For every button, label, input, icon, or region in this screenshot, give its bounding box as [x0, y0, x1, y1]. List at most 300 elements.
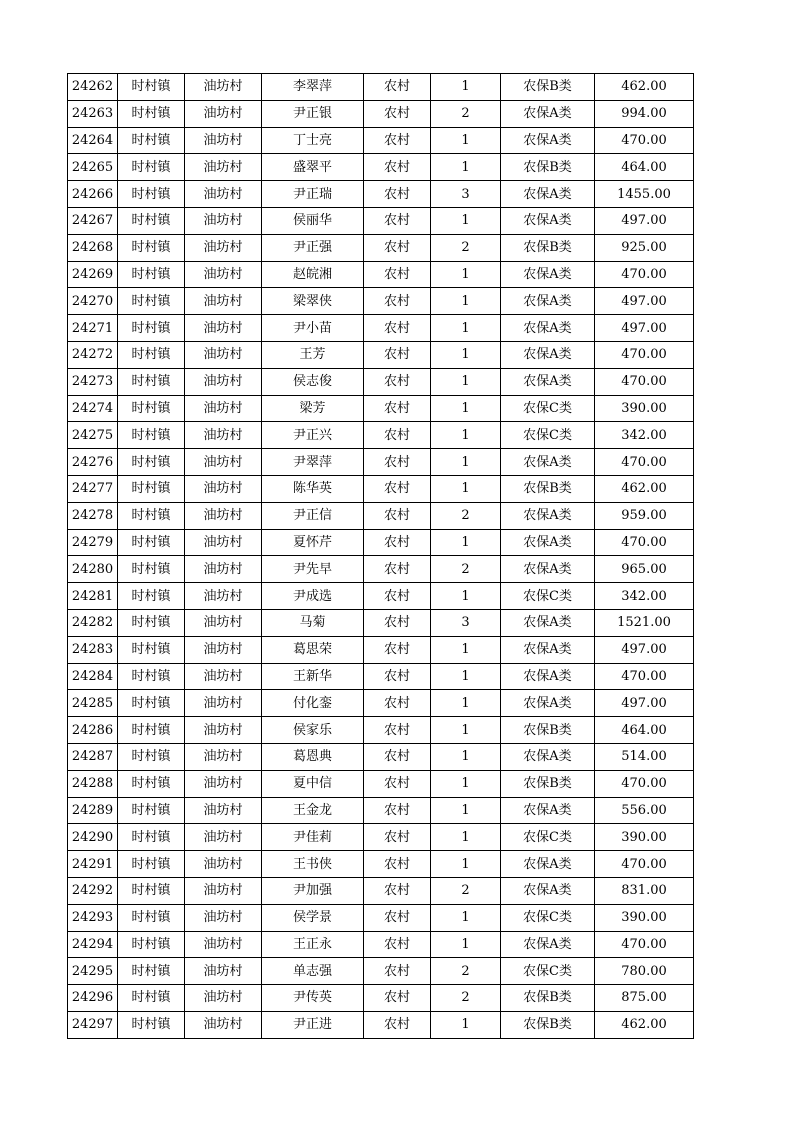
cell-area-type: 农村 — [364, 288, 431, 315]
cell-household-count: 1 — [431, 395, 501, 422]
cell-household-count: 1 — [431, 583, 501, 610]
cell-person-name: 李翠萍 — [262, 74, 364, 101]
cell-village: 油坊村 — [185, 234, 262, 261]
cell-record-id: 24279 — [68, 529, 118, 556]
cell-town: 时村镇 — [118, 529, 185, 556]
cell-amount: 470.00 — [595, 851, 694, 878]
cell-person-name: 葛思荣 — [262, 636, 364, 663]
cell-insurance-category: 农保A类 — [501, 609, 595, 636]
table-row — [68, 449, 694, 476]
cell-household-count: 2 — [431, 877, 501, 904]
table-row — [68, 583, 694, 610]
cell-town: 时村镇 — [118, 690, 185, 717]
cell-household-count: 2 — [431, 958, 501, 985]
cell-record-id: 24282 — [68, 609, 118, 636]
cell-household-count: 1 — [431, 797, 501, 824]
cell-record-id: 24280 — [68, 556, 118, 583]
cell-insurance-category: 农保B类 — [501, 770, 595, 797]
cell-village: 油坊村 — [185, 717, 262, 744]
cell-household-count: 1 — [431, 127, 501, 154]
cell-town: 时村镇 — [118, 502, 185, 529]
cell-person-name: 尹传英 — [262, 985, 364, 1012]
cell-record-id: 24278 — [68, 502, 118, 529]
cell-insurance-category: 农保A类 — [501, 877, 595, 904]
cell-village: 油坊村 — [185, 985, 262, 1012]
cell-person-name: 侯丽华 — [262, 207, 364, 234]
cell-village: 油坊村 — [185, 422, 262, 449]
cell-insurance-category: 农保C类 — [501, 958, 595, 985]
cell-record-id: 24272 — [68, 341, 118, 368]
cell-area-type: 农村 — [364, 824, 431, 851]
cell-household-count: 1 — [431, 449, 501, 476]
table-row — [68, 234, 694, 261]
cell-household-count: 1 — [431, 1011, 501, 1038]
cell-person-name: 夏中信 — [262, 770, 364, 797]
cell-village: 油坊村 — [185, 341, 262, 368]
cell-amount: 965.00 — [595, 556, 694, 583]
cell-area-type: 农村 — [364, 851, 431, 878]
cell-town: 时村镇 — [118, 207, 185, 234]
cell-insurance-category: 农保A类 — [501, 636, 595, 663]
cell-town: 时村镇 — [118, 877, 185, 904]
cell-village: 油坊村 — [185, 502, 262, 529]
cell-insurance-category: 农保A类 — [501, 556, 595, 583]
cell-area-type: 农村 — [364, 636, 431, 663]
cell-record-id: 24270 — [68, 288, 118, 315]
cell-person-name: 王新华 — [262, 663, 364, 690]
cell-household-count: 1 — [431, 851, 501, 878]
cell-person-name: 赵皖湘 — [262, 261, 364, 288]
cell-village: 油坊村 — [185, 100, 262, 127]
cell-village: 油坊村 — [185, 797, 262, 824]
cell-village: 油坊村 — [185, 663, 262, 690]
cell-village: 油坊村 — [185, 958, 262, 985]
cell-person-name: 王正永 — [262, 931, 364, 958]
cell-record-id: 24281 — [68, 583, 118, 610]
cell-amount: 497.00 — [595, 315, 694, 342]
cell-insurance-category: 农保A类 — [501, 341, 595, 368]
table-row — [68, 475, 694, 502]
cell-area-type: 农村 — [364, 207, 431, 234]
cell-person-name: 尹小苗 — [262, 315, 364, 342]
cell-insurance-category: 农保A类 — [501, 449, 595, 476]
cell-town: 时村镇 — [118, 958, 185, 985]
cell-town: 时村镇 — [118, 797, 185, 824]
table-row — [68, 797, 694, 824]
cell-record-id: 24271 — [68, 315, 118, 342]
cell-town: 时村镇 — [118, 234, 185, 261]
cell-household-count: 2 — [431, 502, 501, 529]
cell-insurance-category: 农保B类 — [501, 154, 595, 181]
cell-amount: 497.00 — [595, 288, 694, 315]
table-row — [68, 422, 694, 449]
cell-household-count: 2 — [431, 985, 501, 1012]
data-table — [67, 73, 694, 1039]
cell-record-id: 24273 — [68, 368, 118, 395]
cell-household-count: 1 — [431, 743, 501, 770]
cell-area-type: 农村 — [364, 663, 431, 690]
cell-village: 油坊村 — [185, 288, 262, 315]
cell-household-count: 2 — [431, 234, 501, 261]
cell-town: 时村镇 — [118, 315, 185, 342]
cell-village: 油坊村 — [185, 74, 262, 101]
cell-village: 油坊村 — [185, 395, 262, 422]
cell-area-type: 农村 — [364, 154, 431, 181]
cell-insurance-category: 农保C类 — [501, 422, 595, 449]
cell-area-type: 农村 — [364, 904, 431, 931]
cell-person-name: 丁士亮 — [262, 127, 364, 154]
cell-household-count: 2 — [431, 100, 501, 127]
cell-area-type: 农村 — [364, 449, 431, 476]
table-row — [68, 100, 694, 127]
cell-area-type: 农村 — [364, 797, 431, 824]
cell-amount: 497.00 — [595, 207, 694, 234]
cell-amount: 1455.00 — [595, 181, 694, 208]
cell-household-count: 3 — [431, 181, 501, 208]
cell-household-count: 1 — [431, 315, 501, 342]
cell-household-count: 1 — [431, 154, 501, 181]
cell-insurance-category: 农保B类 — [501, 234, 595, 261]
cell-area-type: 农村 — [364, 422, 431, 449]
cell-insurance-category: 农保B类 — [501, 475, 595, 502]
cell-village: 油坊村 — [185, 1011, 262, 1038]
cell-insurance-category: 农保A类 — [501, 181, 595, 208]
cell-record-id: 24274 — [68, 395, 118, 422]
cell-village: 油坊村 — [185, 475, 262, 502]
table-row — [68, 1011, 694, 1038]
cell-amount: 470.00 — [595, 449, 694, 476]
cell-town: 时村镇 — [118, 368, 185, 395]
table-row — [68, 717, 694, 744]
cell-area-type: 农村 — [364, 877, 431, 904]
cell-household-count: 1 — [431, 904, 501, 931]
table-body — [68, 74, 694, 1039]
cell-town: 时村镇 — [118, 288, 185, 315]
cell-household-count: 3 — [431, 609, 501, 636]
cell-area-type: 农村 — [364, 261, 431, 288]
cell-household-count: 1 — [431, 663, 501, 690]
cell-insurance-category: 农保A类 — [501, 207, 595, 234]
table-row — [68, 207, 694, 234]
cell-person-name: 夏怀芹 — [262, 529, 364, 556]
cell-household-count: 1 — [431, 207, 501, 234]
cell-insurance-category: 农保C类 — [501, 824, 595, 851]
cell-village: 油坊村 — [185, 931, 262, 958]
cell-insurance-category: 农保A类 — [501, 315, 595, 342]
cell-insurance-category: 农保A类 — [501, 743, 595, 770]
cell-insurance-category: 农保A类 — [501, 288, 595, 315]
cell-area-type: 农村 — [364, 127, 431, 154]
cell-village: 油坊村 — [185, 154, 262, 181]
cell-record-id: 24286 — [68, 717, 118, 744]
cell-village: 油坊村 — [185, 368, 262, 395]
cell-person-name: 梁芳 — [262, 395, 364, 422]
cell-record-id: 24275 — [68, 422, 118, 449]
cell-person-name: 尹成选 — [262, 583, 364, 610]
cell-area-type: 农村 — [364, 181, 431, 208]
cell-village: 油坊村 — [185, 556, 262, 583]
cell-household-count: 1 — [431, 636, 501, 663]
cell-insurance-category: 农保B类 — [501, 74, 595, 101]
cell-village: 油坊村 — [185, 315, 262, 342]
cell-insurance-category: 农保B类 — [501, 1011, 595, 1038]
cell-area-type: 农村 — [364, 770, 431, 797]
table-row — [68, 395, 694, 422]
cell-record-id: 24262 — [68, 74, 118, 101]
cell-area-type: 农村 — [364, 368, 431, 395]
table-row — [68, 74, 694, 101]
cell-amount: 390.00 — [595, 395, 694, 422]
cell-record-id: 24297 — [68, 1011, 118, 1038]
cell-town: 时村镇 — [118, 422, 185, 449]
cell-amount: 470.00 — [595, 127, 694, 154]
cell-village: 油坊村 — [185, 904, 262, 931]
cell-insurance-category: 农保C类 — [501, 904, 595, 931]
cell-household-count: 1 — [431, 931, 501, 958]
cell-record-id: 24283 — [68, 636, 118, 663]
cell-amount: 780.00 — [595, 958, 694, 985]
cell-town: 时村镇 — [118, 341, 185, 368]
cell-amount: 462.00 — [595, 475, 694, 502]
table-row — [68, 368, 694, 395]
cell-household-count: 1 — [431, 288, 501, 315]
cell-amount: 390.00 — [595, 824, 694, 851]
cell-insurance-category: 农保A类 — [501, 797, 595, 824]
table-row — [68, 502, 694, 529]
cell-household-count: 1 — [431, 341, 501, 368]
cell-record-id: 24265 — [68, 154, 118, 181]
cell-person-name: 尹翠萍 — [262, 449, 364, 476]
cell-insurance-category: 农保B类 — [501, 985, 595, 1012]
cell-amount: 470.00 — [595, 663, 694, 690]
cell-insurance-category: 农保C类 — [501, 583, 595, 610]
cell-area-type: 农村 — [364, 100, 431, 127]
table-row — [68, 341, 694, 368]
cell-village: 油坊村 — [185, 609, 262, 636]
cell-area-type: 农村 — [364, 1011, 431, 1038]
cell-record-id: 24266 — [68, 181, 118, 208]
cell-insurance-category: 农保A类 — [501, 261, 595, 288]
cell-person-name: 王金龙 — [262, 797, 364, 824]
table-row — [68, 958, 694, 985]
cell-person-name: 葛恩典 — [262, 743, 364, 770]
cell-amount: 831.00 — [595, 877, 694, 904]
cell-person-name: 单志强 — [262, 958, 364, 985]
cell-record-id: 24293 — [68, 904, 118, 931]
table-row — [68, 288, 694, 315]
cell-person-name: 尹正瑞 — [262, 181, 364, 208]
table-row — [68, 181, 694, 208]
cell-household-count: 1 — [431, 74, 501, 101]
table-row — [68, 690, 694, 717]
cell-amount: 497.00 — [595, 690, 694, 717]
cell-area-type: 农村 — [364, 556, 431, 583]
table-row — [68, 743, 694, 770]
cell-area-type: 农村 — [364, 502, 431, 529]
cell-town: 时村镇 — [118, 583, 185, 610]
cell-town: 时村镇 — [118, 743, 185, 770]
cell-amount: 342.00 — [595, 583, 694, 610]
cell-area-type: 农村 — [364, 395, 431, 422]
cell-insurance-category: 农保A类 — [501, 851, 595, 878]
cell-village: 油坊村 — [185, 851, 262, 878]
cell-town: 时村镇 — [118, 904, 185, 931]
cell-village: 油坊村 — [185, 877, 262, 904]
cell-amount: 1521.00 — [595, 609, 694, 636]
cell-amount: 470.00 — [595, 341, 694, 368]
cell-household-count: 2 — [431, 556, 501, 583]
cell-area-type: 农村 — [364, 609, 431, 636]
table-row — [68, 529, 694, 556]
table-row — [68, 931, 694, 958]
cell-record-id: 24295 — [68, 958, 118, 985]
cell-household-count: 1 — [431, 529, 501, 556]
table-row — [68, 609, 694, 636]
cell-person-name: 尹先早 — [262, 556, 364, 583]
cell-person-name: 侯学景 — [262, 904, 364, 931]
cell-record-id: 24290 — [68, 824, 118, 851]
cell-area-type: 农村 — [364, 529, 431, 556]
cell-area-type: 农村 — [364, 475, 431, 502]
cell-household-count: 1 — [431, 690, 501, 717]
cell-record-id: 24268 — [68, 234, 118, 261]
cell-area-type: 农村 — [364, 743, 431, 770]
cell-amount: 994.00 — [595, 100, 694, 127]
cell-village: 油坊村 — [185, 690, 262, 717]
cell-household-count: 1 — [431, 717, 501, 744]
cell-record-id: 24276 — [68, 449, 118, 476]
cell-town: 时村镇 — [118, 556, 185, 583]
cell-insurance-category: 农保B类 — [501, 717, 595, 744]
cell-amount: 470.00 — [595, 529, 694, 556]
cell-amount: 470.00 — [595, 368, 694, 395]
cell-person-name: 王书侠 — [262, 851, 364, 878]
cell-amount: 470.00 — [595, 931, 694, 958]
cell-area-type: 农村 — [364, 583, 431, 610]
cell-town: 时村镇 — [118, 851, 185, 878]
cell-insurance-category: 农保A类 — [501, 100, 595, 127]
cell-household-count: 1 — [431, 368, 501, 395]
cell-insurance-category: 农保A类 — [501, 502, 595, 529]
cell-village: 油坊村 — [185, 770, 262, 797]
cell-amount: 464.00 — [595, 717, 694, 744]
cell-town: 时村镇 — [118, 395, 185, 422]
table-row — [68, 663, 694, 690]
cell-town: 时村镇 — [118, 770, 185, 797]
cell-town: 时村镇 — [118, 74, 185, 101]
cell-area-type: 农村 — [364, 958, 431, 985]
cell-amount: 556.00 — [595, 797, 694, 824]
cell-person-name: 尹正兴 — [262, 422, 364, 449]
cell-record-id: 24292 — [68, 877, 118, 904]
cell-town: 时村镇 — [118, 181, 185, 208]
cell-insurance-category: 农保A类 — [501, 931, 595, 958]
cell-town: 时村镇 — [118, 609, 185, 636]
cell-record-id: 24285 — [68, 690, 118, 717]
cell-person-name: 盛翠平 — [262, 154, 364, 181]
table-row — [68, 154, 694, 181]
cell-village: 油坊村 — [185, 583, 262, 610]
cell-town: 时村镇 — [118, 717, 185, 744]
cell-record-id: 24284 — [68, 663, 118, 690]
cell-village: 油坊村 — [185, 636, 262, 663]
cell-town: 时村镇 — [118, 1011, 185, 1038]
cell-area-type: 农村 — [364, 931, 431, 958]
cell-town: 时村镇 — [118, 985, 185, 1012]
cell-record-id: 24269 — [68, 261, 118, 288]
cell-village: 油坊村 — [185, 261, 262, 288]
cell-amount: 925.00 — [595, 234, 694, 261]
cell-person-name: 陈华英 — [262, 475, 364, 502]
cell-town: 时村镇 — [118, 824, 185, 851]
cell-person-name: 梁翠侠 — [262, 288, 364, 315]
cell-village: 油坊村 — [185, 181, 262, 208]
cell-person-name: 付化銮 — [262, 690, 364, 717]
cell-record-id: 24288 — [68, 770, 118, 797]
cell-amount: 462.00 — [595, 1011, 694, 1038]
cell-household-count: 1 — [431, 475, 501, 502]
cell-village: 油坊村 — [185, 449, 262, 476]
cell-village: 油坊村 — [185, 207, 262, 234]
cell-household-count: 1 — [431, 261, 501, 288]
table-row — [68, 261, 694, 288]
cell-household-count: 1 — [431, 422, 501, 449]
cell-insurance-category: 农保C类 — [501, 395, 595, 422]
cell-person-name: 马菊 — [262, 609, 364, 636]
cell-person-name: 尹加强 — [262, 877, 364, 904]
cell-town: 时村镇 — [118, 100, 185, 127]
cell-household-count: 1 — [431, 770, 501, 797]
cell-record-id: 24267 — [68, 207, 118, 234]
cell-area-type: 农村 — [364, 315, 431, 342]
cell-town: 时村镇 — [118, 154, 185, 181]
cell-town: 时村镇 — [118, 449, 185, 476]
cell-record-id: 24296 — [68, 985, 118, 1012]
cell-town: 时村镇 — [118, 663, 185, 690]
cell-village: 油坊村 — [185, 743, 262, 770]
table-row — [68, 556, 694, 583]
cell-record-id: 24294 — [68, 931, 118, 958]
cell-area-type: 农村 — [364, 234, 431, 261]
cell-amount: 875.00 — [595, 985, 694, 1012]
cell-amount: 470.00 — [595, 261, 694, 288]
cell-town: 时村镇 — [118, 475, 185, 502]
cell-person-name: 尹正信 — [262, 502, 364, 529]
cell-record-id: 24263 — [68, 100, 118, 127]
cell-amount: 462.00 — [595, 74, 694, 101]
cell-amount: 959.00 — [595, 502, 694, 529]
table-row — [68, 636, 694, 663]
table-row — [68, 877, 694, 904]
cell-person-name: 尹正强 — [262, 234, 364, 261]
cell-household-count: 1 — [431, 824, 501, 851]
cell-insurance-category: 农保A类 — [501, 368, 595, 395]
cell-insurance-category: 农保A类 — [501, 690, 595, 717]
cell-person-name: 尹佳莉 — [262, 824, 364, 851]
cell-amount: 470.00 — [595, 770, 694, 797]
table-row — [68, 851, 694, 878]
table-row — [68, 985, 694, 1012]
cell-town: 时村镇 — [118, 931, 185, 958]
cell-person-name: 王芳 — [262, 341, 364, 368]
cell-village: 油坊村 — [185, 127, 262, 154]
cell-record-id: 24277 — [68, 475, 118, 502]
cell-record-id: 24291 — [68, 851, 118, 878]
cell-insurance-category: 农保A类 — [501, 663, 595, 690]
cell-amount: 390.00 — [595, 904, 694, 931]
cell-amount: 514.00 — [595, 743, 694, 770]
table-row — [68, 770, 694, 797]
